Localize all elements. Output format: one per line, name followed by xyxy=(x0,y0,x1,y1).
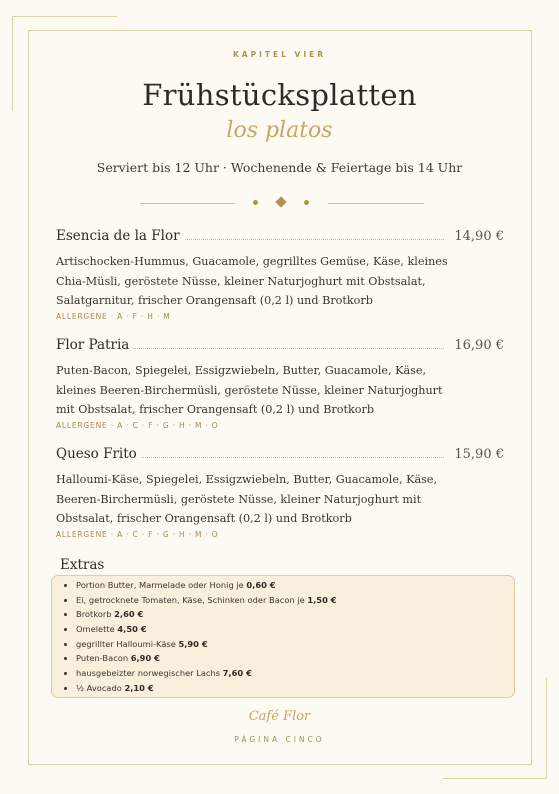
extras-list-item: • Puten-Bacon 6,90 € xyxy=(76,651,337,666)
divider-dot xyxy=(253,200,258,205)
divider-line-right xyxy=(328,203,424,204)
menu-item-allergens: ALLERGENE · A · F · H · M xyxy=(56,311,171,321)
menu-item-description: Artischocken-Hummus, Guacamole, gegrilltes Gemüse, Käse, kleines Chia-Müsli, geröstete Nüsse, kleiner Naturjoghurt mit Obstsalat, Salatgarnitur, frischer Orangensaft (0,2 l) und Brotkorb xyxy=(56,255,448,307)
chapter-kicker: KAPITEL VIER xyxy=(232,50,327,59)
menu-item-price: 14,90 € xyxy=(454,229,504,244)
extras-list-item: • hausgebeizter norwegischer Lachs 7,60 € xyxy=(76,666,337,681)
extras-list-item: • Portion Butter, Marmelade oder Honig je 0,60 € xyxy=(76,578,337,593)
menu-item-allergens: ALLERGENE · A · C · F · G · H · M · O xyxy=(56,420,219,430)
extras-list xyxy=(52,578,337,696)
extras-price: 2,10 € xyxy=(124,682,154,693)
extras-list-item: • Brotkorb 2,60 € xyxy=(76,607,337,622)
menu-item-description: Puten-Bacon, Spiegelei, Essigzwiebeln, Butter, Guacamole, Käse, kleines Beeren-Birchermüsli, geröstete Nüsse, kleiner Naturjoghurt mit Obstsalat, frischer Orangensaft (0,2 l) und Brotkorb xyxy=(56,364,443,416)
extras-heading: Extras xyxy=(60,557,105,573)
menu-item-name: Esencia de la Flor xyxy=(56,228,184,244)
page-title: Frühstücksplatten xyxy=(142,78,417,112)
extras-price: 0,60 € xyxy=(246,580,276,590)
extras-box xyxy=(51,575,515,698)
extras-price: 1,50 € xyxy=(307,594,337,605)
menu-item-description: Halloumi-Käse, Spiegelei, Essigzwiebeln, Butter, Guacamole, Käse, Beeren-Birchermüsli, geröstete Nüsse, kleiner Naturjoghurt mit Obstsalat, frischer Orangensaft (0,2 l) und Brotkorb xyxy=(56,473,438,525)
page-number: PÁGINA CINCO xyxy=(234,735,325,744)
corner-ornament-line xyxy=(546,678,547,779)
menu-item xyxy=(56,228,504,321)
extras-list-item: • ½ Avocado 2,10 € xyxy=(76,681,337,696)
menu-item-name: Flor Patria xyxy=(56,337,133,353)
divider-line-left xyxy=(140,203,235,204)
corner-ornament-line xyxy=(12,16,117,17)
menu-item xyxy=(56,446,504,539)
cafe-logo: Café Flor xyxy=(248,709,311,724)
menu-item-price: 16,90 € xyxy=(454,338,504,353)
menu-item-allergens: ALLERGENE · A · C · F · G · H · M · O xyxy=(56,529,219,539)
extras-price: 6,90 € xyxy=(130,653,160,664)
menu-item-price: 15,90 € xyxy=(454,447,504,462)
extras-price: 7,60 € xyxy=(222,668,252,679)
menu-item-name: Queso Frito xyxy=(56,446,141,462)
page-subtitle: los platos xyxy=(226,118,333,143)
menu-item xyxy=(56,337,504,430)
corner-ornament-line xyxy=(443,778,547,779)
divider-dot xyxy=(304,200,309,205)
extras-price: 5,90 € xyxy=(178,638,208,649)
extras-price: 4,50 € xyxy=(117,624,147,635)
extras-list-item: • Ei, getrocknete Tomaten, Käse, Schinken oder Bacon je 1,50 € xyxy=(76,593,337,608)
extras-list-item: • Omelette 4,50 € xyxy=(76,622,337,637)
extras-list-item: • gegrillter Halloumi-Käse 5,90 € xyxy=(76,637,337,652)
serving-times: Serviert bis 12 Uhr · Wochenende & Feiertage bis 14 Uhr xyxy=(96,160,463,175)
extras-price: 2,60 € xyxy=(114,609,144,620)
